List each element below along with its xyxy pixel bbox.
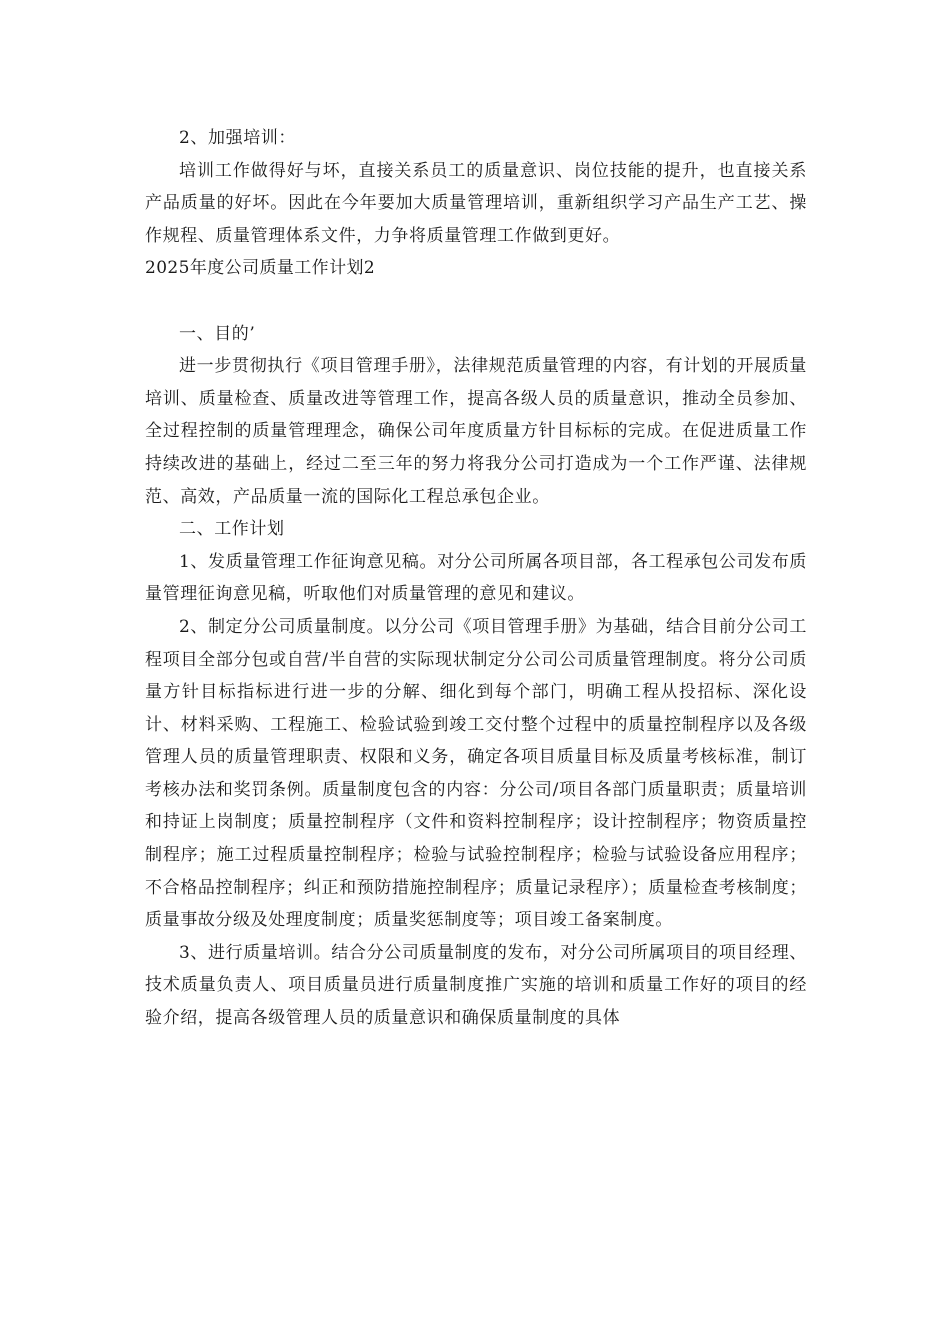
blank-line (145, 285, 807, 318)
paragraph-training: 培训工作做得好与坏，直接关系员工的质量意识、岗位技能的提升，也直接关系产品质量的好坏。因此在今年要加大质量管理培训，重新组织学习产品生产工艺、操作规程、质量管理体系文件，力争将质量管理工作做到更好。 (145, 160, 807, 246)
document-page (145, 122, 807, 1035)
section-heading-purpose: 一、目的’ (179, 323, 256, 344)
section-heading-training: 2、加强培训： (179, 128, 297, 148)
document-title: 2025年度公司质量工作计划2 (145, 258, 376, 279)
paragraph-plan-item-3: 3、进行质量培训。结合分公司质量制度的发布，对分公司所属项目的项目经理、技术质量负责人、项目质量员进行质量制度推广实施的培训和质量工作好的项目的经验介绍，提高各级管理人员的质量意识和确保质量制度的具体 (145, 942, 807, 1029)
paragraph-plan-item-1: 1、发质量管理工作征询意见稿。对分公司所属各项目部，各工程承包公司发布质量管理征询意见稿，听取他们对质量管理的意见和建议。 (145, 551, 807, 605)
paragraph-plan-item-2: 2、制定分公司质量制度。以分公司《项目管理手册》为基础，结合目前分公司工程项目全部分包或自营/半自营的实际现状制定分公司公司质量管理制度。将分公司质量方针目标指标进行进一步的分解、细化到每个部门，明确工程从投招标、深化设计、材料采购、工程施工、检验试验到竣工交付整个过程中的质量控制程序以及各级管理人员的质量管理职责、权限和义务，确定各项目质量目标及质量考核标准，制订考核办法和奖罚条例。质量制度包含的内容：分公司/项目各部门质量职责；质量培训和持证上岗制度；质量控制程序（文件和资料控制程序；设计控制程序；物资质量控制程序；施工过程质量控制程序；检验与试验控制程序；检验与试验设备应用程序；不合格品控制程序；纠正和预防措施控制程序；质量记录程序）；质量检查考核制度；质量事故分级及处理度制度；质量奖惩制度等；项目竣工备案制度。 (145, 616, 807, 931)
section-heading-work-plan: 二、工作计划 (179, 519, 285, 540)
paragraph-purpose: 进一步贯彻执行《项目管理手册》，法律规范质量管理的内容，有计划的开展质量培训、质量检查、质量改进等管理工作，提高各级人员的质量意识，推动全员参加、全过程控制的质量管理理念，确保公司年度质量方针目标标的完成。在促进质量工作持续改进的基础上，经过二至三年的努力将我分公司打造成为一个工作严谨、法律规范、高效，产品质量一流的国际化工程总承包企业。 (145, 356, 807, 507)
